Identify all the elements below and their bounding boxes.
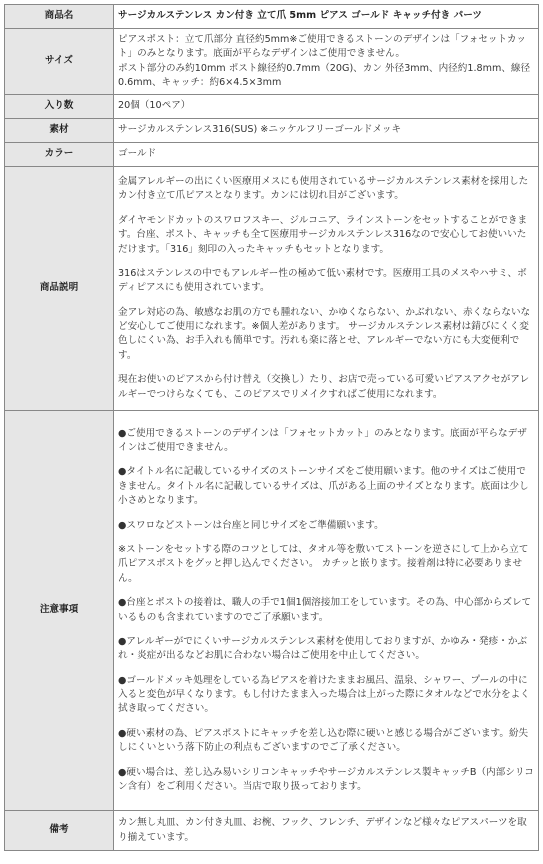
notes-paragraph: ●タイトル名に記載しているサイズのストーンサイズをご使用願います。他のサイズはご使用できません。タイトル名に記載しているサイズは、爪がある上面のサイズとなります。底面は少し小さめとなります。 xyxy=(118,466,529,507)
label-size: サイズ xyxy=(5,29,114,95)
row-notes xyxy=(5,411,539,811)
description-paragraph: 金属アレルギーの出にくい医療用メスにも使用されているサージカルステンレス素材を採用したカン付き立て爪ピアスとなります。カンには切れ目がございます。 xyxy=(118,175,529,202)
row-product-name xyxy=(5,5,539,29)
description-paragraph: 金アレ対応の為、敏感なお肌の方でも腫れない、かゆくならない、かぶれない、赤くならないなど安心してご使用になれます。※個人差があります。 サージカルステンレス素材は錆びにくく変色しにくい為、お手入れも簡単です。汚れも楽に落とせ、アレルギーでない方にも大変便利です。 xyxy=(118,306,531,361)
label-notes: 注意事項 xyxy=(5,411,114,811)
notes-paragraph: ●硬い場合は、差し込み易いシリコンキャッチやサージカルステンレス製キャッチB（内部シリコン含有）をご利用ください。当店で取り扱っております。 xyxy=(118,766,534,793)
value-size xyxy=(114,29,539,95)
notes-paragraph: ●台座とポストの接着は、職人の手で1個1個溶接加工をしています。その為、中心部からズレているものも含まれていますのでご了承願います。 xyxy=(118,597,532,623)
description-paragraph: ダイヤモンドカットのスワロフスキー、ジルコニア、ラインストーンをセットすることができます。台座、ポスト、キャッチも全て医療用サージカルステンレス316なので安心してお使いいただけます。「316」刻印の入ったキャッチもセットとなります。 xyxy=(118,214,528,255)
label-material: 素材 xyxy=(5,119,114,143)
description-paragraph: 現在お使いのピアスから付け替え（交換し）たり、お店で売っている可愛いピアスアクセがアレルギーでつけらなくても、このピアスでリメイクすればご使用になれます。 xyxy=(118,374,530,400)
label-description: 商品説明 xyxy=(5,167,114,411)
label-remarks: 備考 xyxy=(5,811,114,851)
row-material xyxy=(5,119,539,143)
notes-paragraph: ●ご使用できるストーンのデザインは「フォセットカット」のみとなります。底面が平らなデザインはご使用できません。 xyxy=(118,427,527,453)
product-spec-table xyxy=(4,4,539,851)
row-color xyxy=(5,143,539,167)
size-line: ポスト部分のみ約10mm ポスト線径約0.7mm（20G)、カン 外径3mm、内径約1.8mm、線径0.6mm、キャッチ：約6×4.5×3mm xyxy=(118,62,531,88)
label-quantity: 入り数 xyxy=(5,95,114,119)
description-paragraph: 316はステンレスの中でもアレルギー性の極めて低い素材です。医療用工具のメスやハサミ、ボディピアスにも使用されています。 xyxy=(118,267,527,294)
label-product-name: 商品名 xyxy=(5,5,114,29)
size-line: ピアスポスト：立て爪部分 直径約5mm※ご使用できるストーンのデザインは「フォセットカット」のみとなります。底面が平らなデザインはご使用できません。 xyxy=(118,33,526,60)
row-description xyxy=(5,167,539,411)
notes-paragraph: ●スワロなどストーンは台座と同じサイズをご準備願います。 xyxy=(118,519,384,531)
row-size xyxy=(5,29,539,95)
label-color: カラー xyxy=(5,143,114,167)
row-quantity xyxy=(5,95,539,119)
notes-paragraph: ※ストーンをセットする際のコツとしては、タオル等を敷いてストーンを逆さにして上から立て爪ピアスポストをグッと押し込んでください。 カチッと嵌ります。接着剤は特に必要ありません。 xyxy=(118,543,529,584)
value-description xyxy=(114,167,539,411)
value-material: サージカルステンレス316(SUS) ※ニッケルフリーゴールドメッキ xyxy=(114,119,539,143)
value-remarks: カン無し丸皿、カン付き丸皿、お椀、フック、フレンチ、デザインなど様々なピアスパーツを取り揃えています。 xyxy=(114,811,539,851)
notes-paragraph: ●アレルギーがでにくいサージカルステンレス素材を使用しておりますが、かゆみ・発疹・かぶれ・炎症が出るなどお肌に合わない場合はご使用を中止してください。 xyxy=(118,635,528,662)
value-notes xyxy=(114,411,539,811)
notes-paragraph: ●硬い素材の為、ピアスポストにキャッチを差し込む際に硬いと感じる場合がございます。紛失しにくいという落下防止の利点もございますのでご了承ください。 xyxy=(118,727,529,754)
value-product-name: サージカルステンレス カン付き 立て爪 5mm ピアス ゴールド キャッチ付き パーツ xyxy=(114,5,539,29)
value-color: ゴールド xyxy=(114,143,539,167)
notes-paragraph: ●ゴールドメッキ処理をしている為ピアスを着けたままお風呂、温泉、シャワー、プールの中に入ると変色が早くなります。もし付けたまま入った場合は上がった際にタオルなどで水分をよく拭き取ってください。 xyxy=(118,674,530,715)
row-remarks xyxy=(5,811,539,851)
value-quantity: 20個（10ペア） xyxy=(114,95,539,119)
